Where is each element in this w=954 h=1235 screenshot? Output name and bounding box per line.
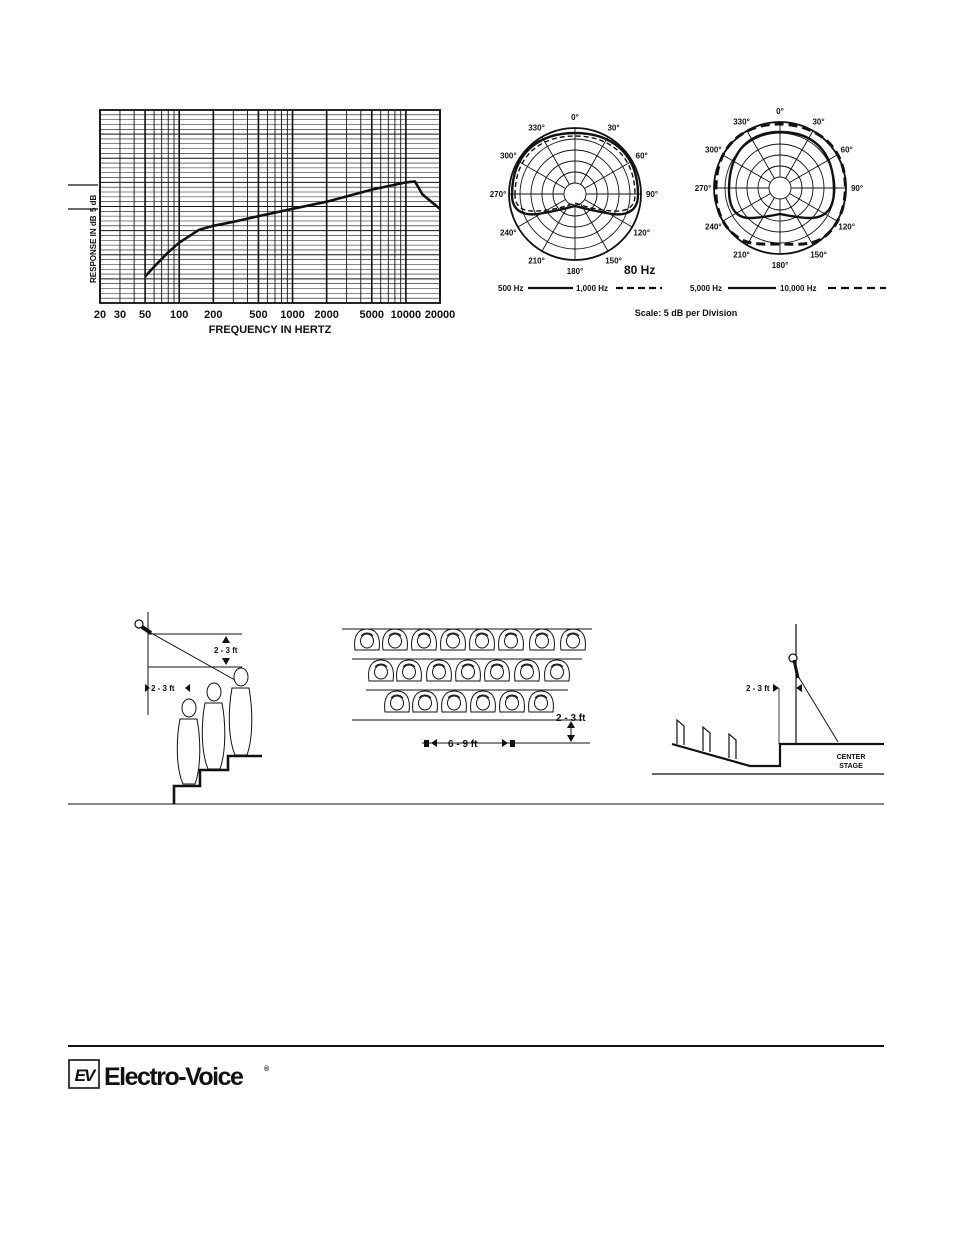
x-tick-label: 200 bbox=[204, 309, 223, 321]
x-tick-label: 500 bbox=[249, 309, 268, 321]
polar-freq-label: 80 Hz bbox=[624, 263, 656, 277]
brand-name: Electro-Voice bbox=[104, 1063, 243, 1091]
arrow-right bbox=[502, 739, 508, 747]
singer-top-view bbox=[485, 660, 510, 681]
polar-angle-label: 60° bbox=[840, 145, 853, 155]
singer-top-view bbox=[412, 629, 437, 650]
x-tick-label: 10000 bbox=[390, 309, 422, 321]
singer-top-view bbox=[530, 629, 555, 650]
singer-top-view bbox=[456, 660, 481, 681]
polar-legend bbox=[690, 284, 886, 293]
stage-diagram bbox=[652, 624, 884, 774]
choir-top-view-diagram bbox=[342, 629, 592, 750]
singer-top-view bbox=[515, 660, 540, 681]
polar-angle-label: 0° bbox=[776, 107, 784, 116]
polar-angle-label: 210° bbox=[528, 256, 545, 266]
mic-body bbox=[142, 627, 151, 633]
polar-angle-label: 90° bbox=[645, 190, 659, 199]
legend-label-solid: 500 Hz bbox=[498, 284, 524, 293]
x-axis-label: FREQUENCY IN HERTZ bbox=[208, 324, 332, 336]
choir-riser-diagram bbox=[135, 612, 262, 804]
polar-angle-label: 90° bbox=[850, 184, 864, 193]
singer-top-view bbox=[355, 629, 380, 650]
polar-angle-label: 30° bbox=[607, 123, 620, 133]
polar-curve-solid bbox=[729, 132, 834, 218]
singer-top-view bbox=[442, 691, 467, 712]
x-tick-labels bbox=[94, 309, 455, 321]
singer-top-view bbox=[369, 660, 394, 681]
polar-angle-label: 240° bbox=[500, 228, 517, 238]
polar-angle-label: 180° bbox=[566, 267, 584, 276]
polar-angle-label: 330° bbox=[528, 123, 545, 133]
mic-sightline bbox=[798, 676, 838, 742]
frequency-response-chart bbox=[68, 110, 455, 336]
singer-top-view bbox=[441, 629, 466, 650]
polar-angle-label: 180° bbox=[771, 261, 789, 270]
polar-curve-dashed bbox=[716, 124, 845, 244]
stage-label-line1: CENTER bbox=[836, 754, 866, 761]
dim-label-horizontal: 2 - 3 ft bbox=[151, 684, 175, 693]
singer-top-view bbox=[427, 660, 452, 681]
polar-angle-label: 300° bbox=[500, 151, 517, 161]
dim-label: 2 - 3 ft bbox=[746, 684, 770, 693]
legend-label-dashed: 10,000 Hz bbox=[780, 284, 817, 293]
arrow-left bbox=[796, 684, 802, 692]
arrow-up bbox=[222, 636, 230, 643]
registered-mark: ® bbox=[264, 1066, 270, 1073]
singer-front bbox=[177, 699, 199, 784]
polar-pattern-low bbox=[490, 113, 662, 293]
singer-top-view bbox=[500, 691, 525, 712]
x-tick-label: 2000 bbox=[314, 309, 339, 321]
polar-angle-label: 0° bbox=[571, 113, 579, 122]
arrow-left bbox=[431, 739, 437, 747]
x-tick-label: 1000 bbox=[280, 309, 305, 321]
legend-label-solid: 5,000 Hz bbox=[690, 284, 723, 293]
x-tick-label: 5000 bbox=[359, 309, 385, 321]
singer-rows bbox=[355, 629, 586, 712]
polar-scale-note: Scale: 5 dB per Division bbox=[634, 308, 738, 318]
polar-ring bbox=[769, 177, 791, 199]
mic-head bbox=[135, 620, 143, 628]
x-tick-label: 20000 bbox=[424, 309, 456, 321]
arrow-down bbox=[567, 735, 575, 742]
y-axis-label: RESPONSE IN dB bbox=[89, 215, 98, 283]
singer-top-view bbox=[470, 629, 495, 650]
arrow-left bbox=[185, 684, 190, 692]
singer-back bbox=[229, 668, 251, 755]
dim-label-vertical: 2 - 3 ft bbox=[214, 646, 238, 655]
mic-cable bbox=[794, 660, 798, 678]
polar-angle-label: 300° bbox=[705, 145, 722, 155]
polar-angle-label: 120° bbox=[838, 222, 855, 232]
singer-top-view bbox=[561, 629, 586, 650]
x-tick-label: 30 bbox=[113, 309, 127, 321]
polar-angle-label: 270° bbox=[694, 184, 712, 193]
x-tick-label: 20 bbox=[93, 309, 107, 321]
dim-label-horizontal: 6 - 9 ft bbox=[448, 739, 478, 750]
singer-top-view bbox=[471, 691, 496, 712]
legend-label-dashed: 1,000 Hz bbox=[576, 284, 609, 293]
x-tick-label: 50 bbox=[138, 309, 152, 321]
singer-top-view bbox=[385, 691, 410, 712]
singer-top-view bbox=[545, 660, 570, 681]
dim-label-vertical: 2 - 3 ft bbox=[556, 713, 586, 724]
scale-label: 5 dB bbox=[89, 194, 98, 212]
polar-angle-label: 150° bbox=[810, 250, 827, 260]
polar-angle-label: 210° bbox=[733, 250, 750, 260]
polar-angle-label: 30° bbox=[812, 117, 825, 127]
singer-top-view bbox=[529, 691, 554, 712]
logo-mark: EV bbox=[74, 1066, 94, 1085]
x-tick-label: 100 bbox=[170, 309, 189, 321]
polar-pattern-high bbox=[690, 107, 886, 293]
polar-angle-label: 120° bbox=[633, 228, 650, 238]
singer-top-view bbox=[413, 691, 438, 712]
polar-angle-label: 150° bbox=[605, 256, 622, 266]
stage-label-line2: STAGE bbox=[839, 763, 863, 770]
polar-angle-label: 60° bbox=[635, 151, 648, 161]
polar-angle-label: 330° bbox=[733, 117, 750, 127]
arrow-down bbox=[222, 658, 230, 665]
polar-legend bbox=[498, 284, 662, 293]
arrow-right bbox=[773, 684, 779, 692]
singer-middle bbox=[202, 683, 224, 769]
polar-angle-label: 270° bbox=[489, 190, 507, 199]
singer-top-view bbox=[397, 660, 422, 681]
chart-grid bbox=[100, 110, 440, 303]
singer-top-view bbox=[383, 629, 408, 650]
mic-marker-right bbox=[510, 740, 515, 747]
polar-angle-label: 240° bbox=[705, 222, 722, 232]
singer-top-view bbox=[499, 629, 524, 650]
mic-marker-left bbox=[424, 740, 429, 747]
electro-voice-logo bbox=[69, 1060, 270, 1091]
polar-ring bbox=[564, 183, 586, 205]
